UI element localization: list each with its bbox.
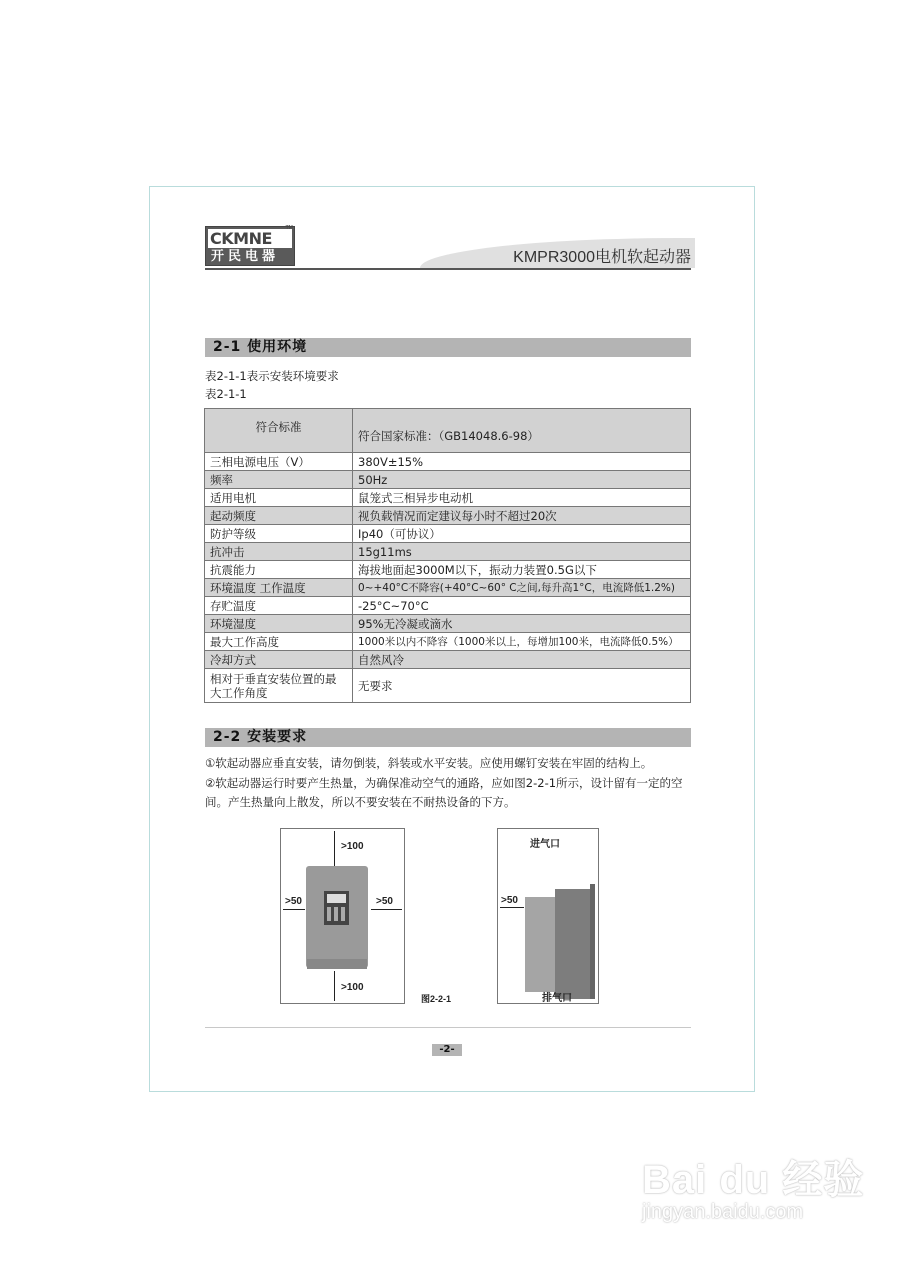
table-row [205, 471, 691, 489]
row-value: 0~+40°C不降容(+40°C~60° C之间,每升高1°C，电流降低1.2%) [353, 579, 691, 597]
device-side-front [525, 897, 555, 992]
table-row [205, 579, 691, 597]
baidu-watermark [642, 1148, 864, 1224]
trademark-mark: TM [285, 225, 293, 231]
table-label: 表2-1-1 [205, 387, 247, 401]
section-heading-2-1: 2-1 使用环境 [205, 338, 691, 357]
right-clearance-label: >50 [376, 896, 393, 907]
footer-divider [205, 1027, 691, 1028]
table-row [205, 561, 691, 579]
side-clearance-arrow [500, 907, 524, 908]
environment-spec-table [204, 408, 691, 703]
table-row [205, 453, 691, 471]
row-value: 50Hz [353, 471, 691, 489]
logo-english: CKMNE [208, 229, 292, 248]
row-value: -25°C~70°C [353, 597, 691, 615]
bottom-clearance-label: >100 [341, 982, 364, 993]
section-heading-2-2: 2-2 安装要求 [205, 728, 691, 747]
air-inlet-label: 进气口 [530, 839, 560, 850]
watermark-brand: Bai du 经验 [642, 1158, 865, 1202]
table-row [205, 651, 691, 669]
logo-chinese: 开民电器 [211, 249, 280, 264]
install-paragraph-1: ①软起动器应垂直安装，请勿倒装，斜装或水平安装。应使用螺钉安装在牢固的结构上。 [205, 756, 653, 770]
terminal-strip [307, 959, 367, 969]
row-label: 环境温度 工作温度 [205, 579, 353, 597]
header-cell-national-standard: 符合国家标准：（GB14048.6-98） [353, 409, 691, 453]
page-header [205, 222, 691, 270]
row-value: 15g11ms [353, 543, 691, 561]
left-clearance-label: >50 [285, 896, 302, 907]
row-label: 冷却方式 [205, 651, 353, 669]
watermark-url: jingyan.baidu.com [642, 1201, 804, 1223]
row-label: 适用电机 [205, 489, 353, 507]
bottom-clearance-arrow [334, 971, 335, 1001]
row-label: 起动频度 [205, 507, 353, 525]
air-outlet-label: 排气口 [542, 993, 572, 1004]
table-row [205, 507, 691, 525]
table-row [205, 489, 691, 507]
company-logo [205, 226, 295, 266]
left-clearance-arrow [283, 909, 305, 910]
mounting-plate [590, 884, 595, 999]
row-label: 抗震能力 [205, 561, 353, 579]
product-title: KMPR3000电机软起动器 [513, 249, 691, 266]
top-clearance-label: >100 [341, 841, 364, 852]
row-value: Ip40（可协议） [353, 525, 691, 543]
header-divider [205, 268, 691, 270]
row-value: 自然风冷 [353, 651, 691, 669]
keypad-panel [324, 891, 349, 925]
row-value: 95%无冷凝或滴水 [353, 615, 691, 633]
table-row [205, 525, 691, 543]
side-clearance-label: >50 [501, 895, 518, 906]
page-number: -2- [432, 1044, 462, 1056]
row-value: 1000米以内不降容（1000米以上，每增加100米，电流降低0.5%） [353, 633, 691, 651]
row-value: 视负载情况而定建议每小时不超过20次 [353, 507, 691, 525]
table-row [205, 615, 691, 633]
table-row [205, 597, 691, 615]
side-view-figure [497, 828, 599, 1004]
figure-caption: 图2-2-1 [421, 994, 452, 1004]
row-label: 三相电源电压（V） [205, 453, 353, 471]
row-label: 抗冲击 [205, 543, 353, 561]
row-value: 鼠笼式三相异步电动机 [353, 489, 691, 507]
row-value: 380V±15% [353, 453, 691, 471]
install-paragraph-2: ②软起动器运行时要产生热量，为确保准动空气的通路，应如图2-2-1所示，设计留有一定的空间。产生热量向上散发，所以不要安装在不耐热设备的下方。 [205, 776, 683, 809]
table-row [205, 669, 691, 703]
table-intro: 表2-1-1表示安装环境要求 [205, 369, 339, 383]
display-screen [327, 894, 346, 903]
table-header-row [205, 409, 691, 453]
row-label: 环境湿度 [205, 615, 353, 633]
device-side-body [555, 889, 590, 999]
row-label: 相对于垂直安装位置的最大工作角度 [205, 669, 353, 703]
row-label: 存贮温度 [205, 597, 353, 615]
row-value: 无要求 [353, 669, 691, 703]
table-row [205, 543, 691, 561]
row-value: 海拔地面起3000M以下，振动力装置0.5G以下 [353, 561, 691, 579]
top-clearance-arrow [334, 831, 335, 866]
table-row [205, 633, 691, 651]
row-label: 防护等级 [205, 525, 353, 543]
front-view-figure [280, 828, 405, 1004]
keypad-buttons [327, 907, 346, 921]
row-label: 最大工作高度 [205, 633, 353, 651]
right-clearance-arrow [371, 909, 402, 910]
row-label: 频率 [205, 471, 353, 489]
header-cell-standard: 符合标准 [205, 409, 353, 453]
